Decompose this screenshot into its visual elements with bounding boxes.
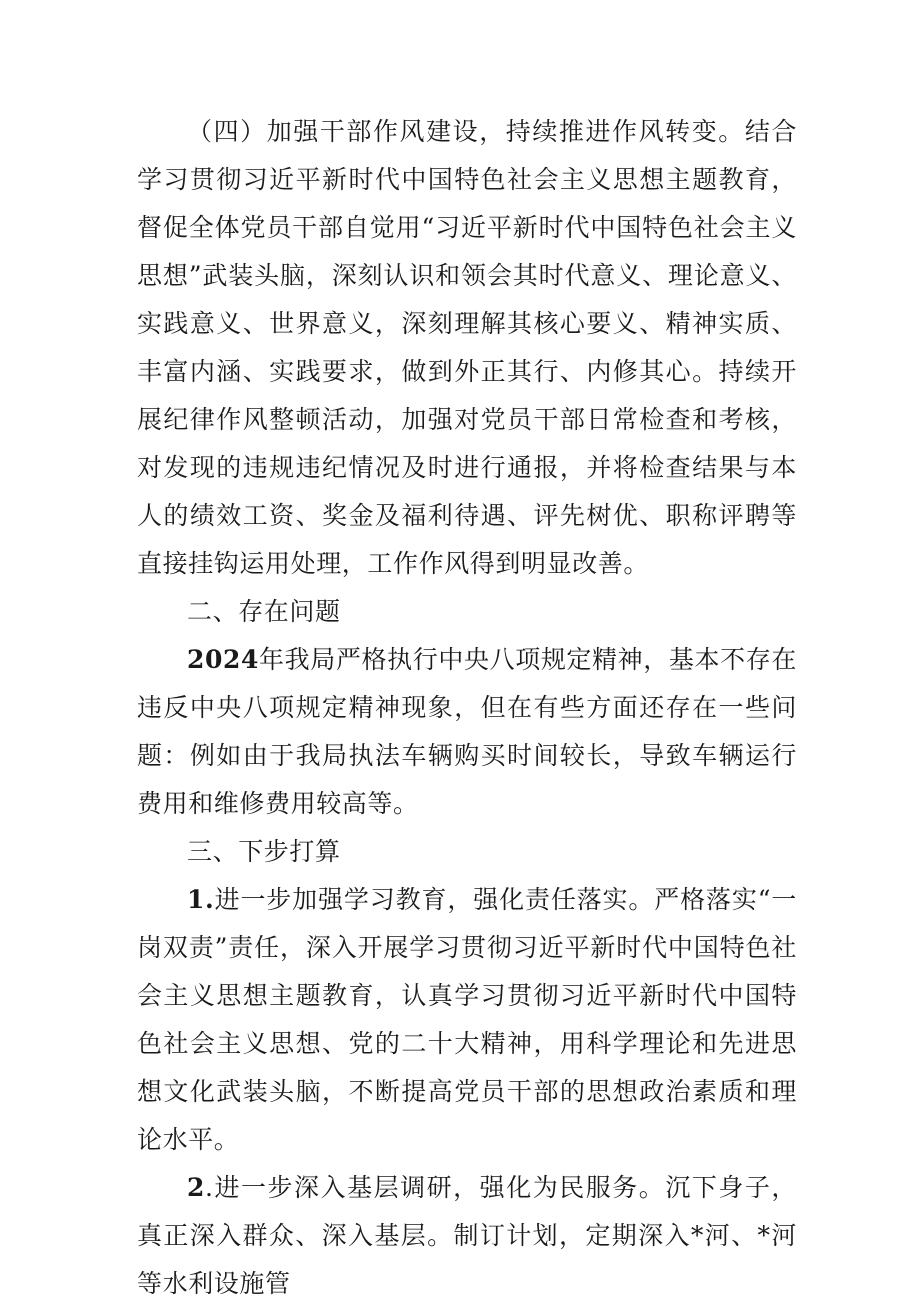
plan-2-text: .进一步深入基层调研，强化为民服务。沉下身子，真正深入群众、深入基层。制订计划，定期深入*河、*河等水利设施管 <box>137 1173 797 1298</box>
paragraph-plan-1 <box>137 876 797 1164</box>
heading-next-steps: 三、下步打算 <box>187 837 341 866</box>
plan-1-text: 进一步加强学习教育，强化责任落实。严格落实“一岗双责”责任，深入开展学习贯彻习近平新时代中国特色社会主义思想主题教育，认真学习贯彻习近平新时代中国特色社会主义思想、党的二十大精神，用科学理论和先进思想文化武装头脑，不断提高党员干部的思想政治素质和理论水平。 <box>137 885 797 1154</box>
paragraph-section-4: （四）加强干部作风建设，持续推进作风转变。结合学习贯彻习近平新时代中国特色社会主义思想主题教育，督促全体党员干部自觉用“习近平新时代中国特色社会主义思想”武装头脑，深刻认识和领会其时代意义、理论意义、实践意义、世界意义，深刻理解其核心要义、精神实质、丰富内涵、实践要求，做到外正其行、内修其心。持续开展纪律作风整顿活动，加强对党员干部日常检查和考核，对发现的违规违纪情况及时进行通报，并将检查结果与本人的绩效工资、奖金及福利待遇、评先树优、职称评聘等直接挂钩运用处理，工作作风得到明显改善。 <box>137 117 797 578</box>
problems-text: 年我局严格执行中央八项规定精神，基本不存在违反中央八项规定精神现象，但在有些方面还存在一些问题：例如由于我局执法车辆购买时间较长，导致车辆运行费用和维修费用较高等。 <box>137 645 797 818</box>
document-body <box>137 108 797 1308</box>
paragraph-plan-2 <box>137 1164 797 1308</box>
plan-2-number: 2 <box>187 1173 205 1202</box>
plan-1-number: 1. <box>187 885 215 914</box>
paragraph-problems <box>137 636 797 828</box>
heading-existing-problems: 二、存在问题 <box>187 597 341 626</box>
year-number: 2024 <box>187 645 259 674</box>
